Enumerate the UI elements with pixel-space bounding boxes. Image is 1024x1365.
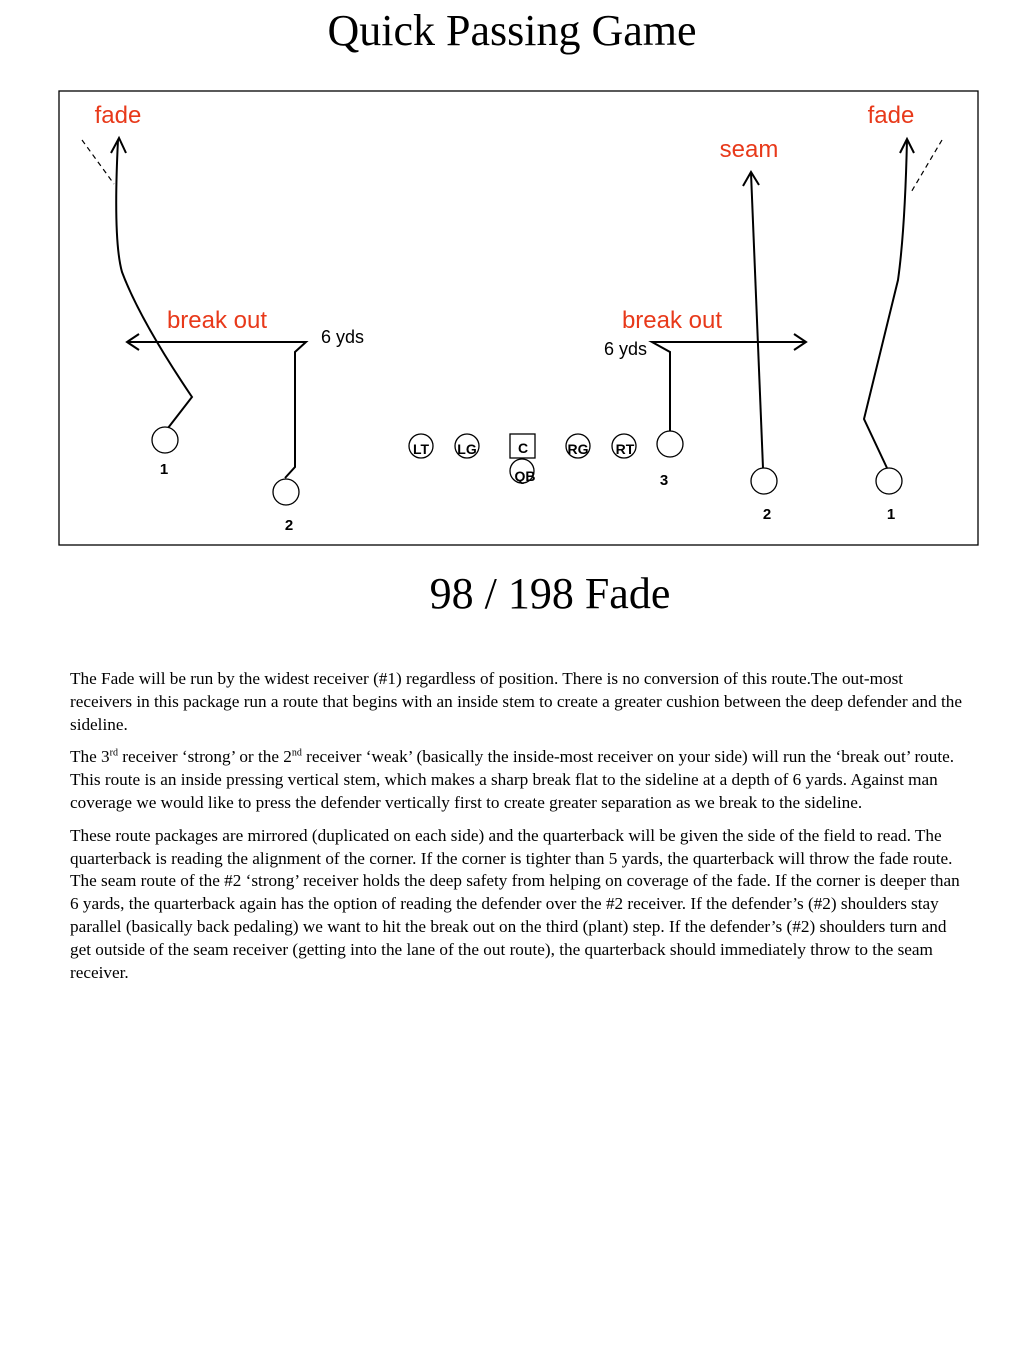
paragraph-3: These route packages are mirrored (duplicated on each side) and the quarterback will be given the side of the field to read. The quarterback is reading the alignment of the corner. If the corner is tighter than 5 yards, the quarterback will throw the fade route. The seam route of the #2 ‘strong’ receiver holds the deep safety from helping on coverage of the fade. If the corner is deeper than 6 yards, the quarterback again has the option of reading the defender over the #2 receiver. If the defender’s (#2) shoulders stay parallel (basically back pedaling) we want to hit the break out on the third (plant) step. If the defender’s (#2) shoulders turn and get outside of the seam receiver (getting into the lane of the out route), the quarterback should immediately throw to the seam receiver. bbox=[70, 825, 960, 982]
label-rg: RG bbox=[567, 441, 589, 457]
receiver-number-right-outside: 1 bbox=[886, 506, 896, 523]
ordinal-suffix-nd: nd bbox=[291, 747, 302, 759]
ordinal-suffix-rd: rd bbox=[109, 747, 118, 759]
route-break-out-right bbox=[652, 334, 806, 432]
description bbox=[70, 668, 965, 994]
label-yards-right: 6 yds bbox=[604, 339, 648, 359]
paragraph-2 bbox=[70, 746, 965, 814]
route-fade-right bbox=[864, 139, 942, 468]
label-break-out-left: break out bbox=[166, 307, 268, 334]
receiver-number-left-inside: 2 bbox=[284, 517, 294, 534]
label-seam: seam bbox=[719, 136, 779, 163]
play-diagram bbox=[0, 0, 1024, 560]
paragraph-1: The Fade will be run by the widest receiver (#1) regardless of position. There is no conversion of this route.The out-most receivers in this package run a route that begins with an inside stem to create a greater cushion between the deep defender and the sideline. bbox=[70, 669, 962, 734]
route-seam bbox=[743, 172, 763, 468]
receiver-right-slot-2 bbox=[751, 468, 777, 494]
receiver-number-left-outside: 1 bbox=[159, 461, 169, 478]
receiver-left-inside bbox=[273, 479, 299, 505]
route-fade-left bbox=[82, 138, 192, 428]
label-fade-right: fade bbox=[867, 102, 915, 129]
receiver-number-right-slot-2: 2 bbox=[762, 506, 772, 523]
receiver-right-slot-3 bbox=[657, 431, 683, 457]
label-fade-left: fade bbox=[94, 102, 142, 129]
label-rt: RT bbox=[615, 441, 635, 457]
receiver-left-outside bbox=[152, 427, 178, 453]
page-title: Quick Passing Game bbox=[327, 6, 697, 55]
play-title: 98 / 198 Fade bbox=[429, 569, 671, 618]
label-yards-left: 6 yds bbox=[321, 327, 365, 347]
paragraph-2-part-2: receiver ‘strong’ or the 2 bbox=[117, 747, 292, 767]
paragraph-2-part-1: The 3 bbox=[70, 747, 110, 767]
route-break-out-left bbox=[127, 334, 306, 478]
label-lg: LG bbox=[457, 441, 477, 457]
paragraph-2-part-3: receiver ‘weak’ (basically the inside-most receiver on your side) will run the ‘break out’ route. This route is an inside pressing vertical stem, which makes a sharp break flat to the sideline at a depth of 6 yards. Against man coverage we would like to press the defender vertically first to create greater separation as we break to the sideline. bbox=[70, 747, 955, 812]
label-lt: LT bbox=[412, 441, 430, 457]
label-qb: QB bbox=[514, 468, 536, 484]
label-c: C bbox=[517, 440, 529, 456]
label-break-out-right: break out bbox=[621, 307, 723, 334]
receiver-right-outside bbox=[876, 468, 902, 494]
receiver-number-right-slot-3: 3 bbox=[659, 472, 669, 489]
